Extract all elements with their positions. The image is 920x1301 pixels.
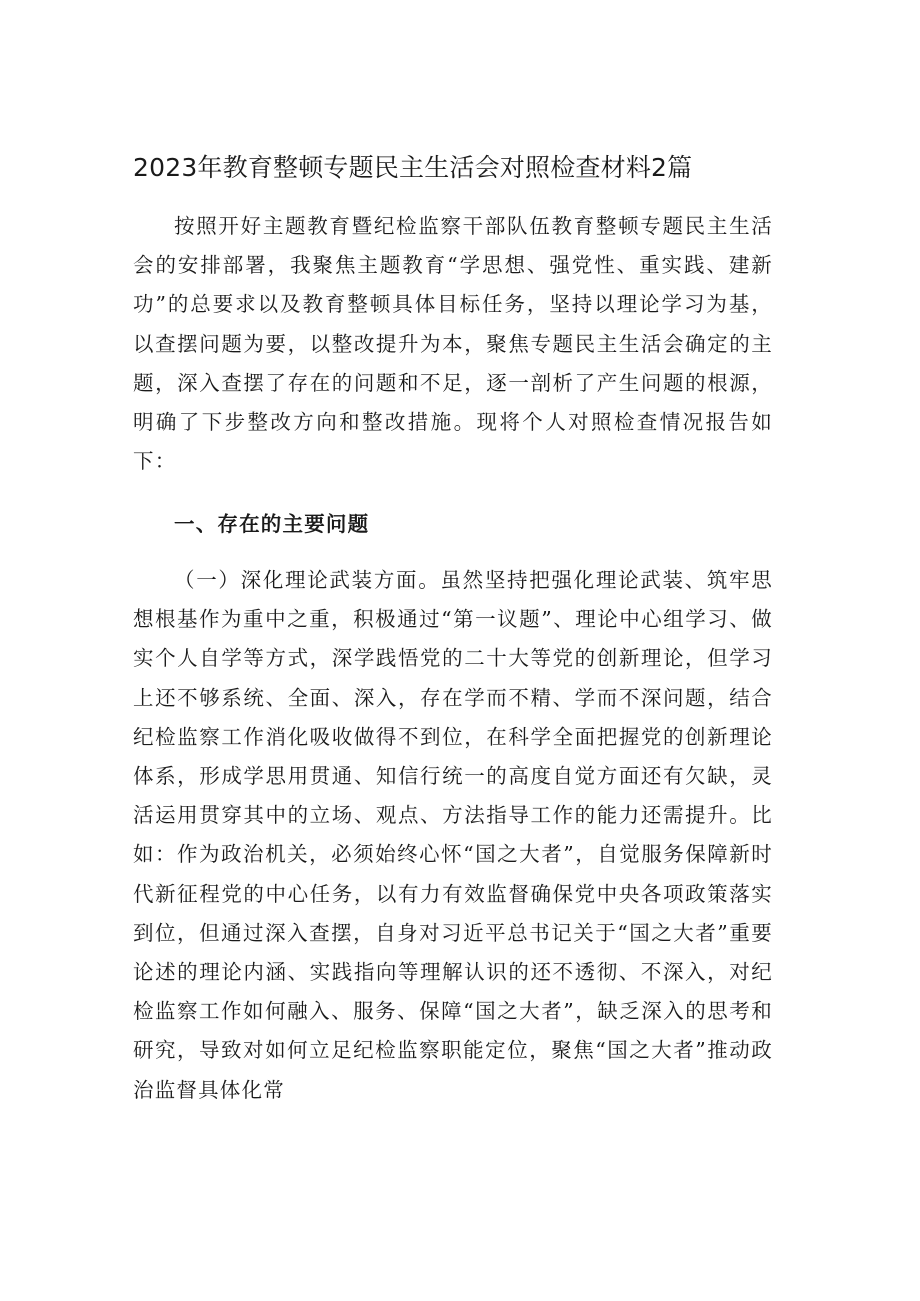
section-heading: 一、存在的主要问题 xyxy=(174,512,370,536)
body-paragraph: （一）深化理论武装方面。虽然坚持把强化理论武装、筑牢思想根基作为重中之重，积极通过“第一议题”、理论中心组学习、做实个人自学等方式，深学践悟党的二十大等党的创新理论，但学习上还不够系统、全面、深入，存在学而不精、学而不深问题，结合纪检监察工作消化吸收做得不到位，在科学全面把握党的创新理论体系，形成学思用贯通、知信行统一的高度自觉方面还有欠缺，灵活运用贯穿其中的立场、观点、方法指导工作的能力还需提升。比如：作为政治机关，必须始终心怀“国之大者”，自觉服务保障新时代新征程党的中心任务，以有力有效监督确保党中央各项政策落实到位，但通过深入查摆，自身对习近平总书记关于“国之大者”重要论述的理论内涵、实践指向等理解认识的还不透彻、不深入，对纪检监察工作如何融入、服务、保障“国之大者”，缺乏深入的思考和研究，导致对如何立足纪检监察职能定位，聚焦“国之大者”推动政治监督具体化常 xyxy=(133,568,773,1102)
document-title: 2023年教育整顿专题民主生活会对照检查材料2篇 xyxy=(133,153,693,182)
intro-paragraph: 按照开好主题教育暨纪检监察干部队伍教育整顿专题民主生活会的安排部署，我聚焦主题教育“学思想、强党性、重实践、建新功”的总要求以及教育整顿具体目标任务，坚持以理论学习为基，以查摆问题为要，以整改提升为本，聚焦专题民主生活会确定的主题，深入查摆了存在的问题和不足，逐一剖析了产生问题的根源，明确了下步整改方向和整改措施。现将个人对照检查情况报告如下： xyxy=(133,214,773,474)
